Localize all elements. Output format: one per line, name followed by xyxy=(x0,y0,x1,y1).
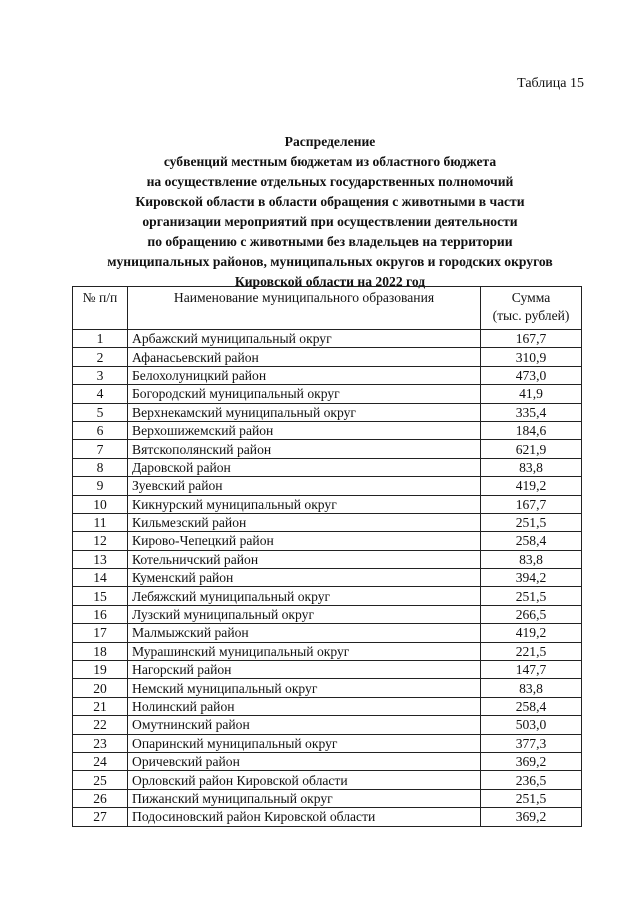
row-sum: 41,9 xyxy=(481,385,582,403)
table-row xyxy=(73,771,582,789)
row-name: Верхошижемский район xyxy=(128,421,481,439)
row-sum: 377,3 xyxy=(481,734,582,752)
row-number: 6 xyxy=(73,421,128,439)
row-sum: 221,5 xyxy=(481,642,582,660)
document-title xyxy=(60,132,600,292)
row-number: 5 xyxy=(73,403,128,421)
row-number: 9 xyxy=(73,477,128,495)
row-name: Верхнекамский муниципальный округ xyxy=(128,403,481,421)
table-row xyxy=(73,642,582,660)
table-row xyxy=(73,679,582,697)
title-line: муниципальных районов, муниципальных округов и городских округов xyxy=(107,254,553,269)
table-body xyxy=(73,330,582,827)
row-name: Куменский район xyxy=(128,569,481,587)
title-line: по обращению с животными без владельцев на территории xyxy=(147,234,513,249)
row-name: Подосиновский район Кировской области xyxy=(128,808,481,826)
row-name: Кикнурский муниципальный округ xyxy=(128,495,481,513)
row-name: Котельничский район xyxy=(128,550,481,568)
row-number: 17 xyxy=(73,624,128,642)
row-sum: 251,5 xyxy=(481,513,582,531)
table-row xyxy=(73,716,582,734)
table-row xyxy=(73,697,582,715)
row-sum: 258,4 xyxy=(481,697,582,715)
row-name: Оричевский район xyxy=(128,752,481,770)
row-sum: 335,4 xyxy=(481,403,582,421)
header-name: Наименование муниципального образования xyxy=(128,287,481,330)
table-row xyxy=(73,348,582,366)
row-number: 26 xyxy=(73,789,128,807)
row-sum: 310,9 xyxy=(481,348,582,366)
table-row xyxy=(73,440,582,458)
row-name: Мурашинский муниципальный округ xyxy=(128,642,481,660)
row-number: 21 xyxy=(73,697,128,715)
row-sum: 83,8 xyxy=(481,679,582,697)
header-sum-unit: (тыс. рублей) xyxy=(492,308,570,323)
row-sum: 83,8 xyxy=(481,550,582,568)
table-row xyxy=(73,366,582,384)
title-line: организации мероприятий при осуществлении деятельности xyxy=(142,214,518,229)
row-number: 11 xyxy=(73,513,128,531)
table-row xyxy=(73,605,582,623)
table-row xyxy=(73,458,582,476)
header-num: № п/п xyxy=(73,287,128,330)
table-row xyxy=(73,808,582,826)
table-row xyxy=(73,550,582,568)
title-line: Распределение xyxy=(284,134,376,149)
row-name: Афанасьевский район xyxy=(128,348,481,366)
row-name: Вятскополянский район xyxy=(128,440,481,458)
row-name: Кильмезский район xyxy=(128,513,481,531)
row-sum: 258,4 xyxy=(481,532,582,550)
subvention-table xyxy=(72,286,582,827)
row-name: Пижанский муниципальный округ xyxy=(128,789,481,807)
table-row xyxy=(73,532,582,550)
row-sum: 266,5 xyxy=(481,605,582,623)
row-name: Омутнинский район xyxy=(128,716,481,734)
row-number: 10 xyxy=(73,495,128,513)
row-sum: 473,0 xyxy=(481,366,582,384)
row-number: 23 xyxy=(73,734,128,752)
row-sum: 251,5 xyxy=(481,789,582,807)
row-sum: 419,2 xyxy=(481,624,582,642)
row-number: 15 xyxy=(73,587,128,605)
table-row xyxy=(73,421,582,439)
row-number: 13 xyxy=(73,550,128,568)
row-sum: 369,2 xyxy=(481,808,582,826)
row-sum: 236,5 xyxy=(481,771,582,789)
row-number: 1 xyxy=(73,330,128,348)
table-row xyxy=(73,513,582,531)
row-number: 12 xyxy=(73,532,128,550)
row-sum: 251,5 xyxy=(481,587,582,605)
row-name: Зуевский район xyxy=(128,477,481,495)
row-name: Белохолуницкий район xyxy=(128,366,481,384)
row-name: Лебяжский муниципальный округ xyxy=(128,587,481,605)
row-sum: 184,6 xyxy=(481,421,582,439)
row-number: 20 xyxy=(73,679,128,697)
row-name: Кирово-Чепецкий район xyxy=(128,532,481,550)
row-number: 3 xyxy=(73,366,128,384)
row-name: Даровской район xyxy=(128,458,481,476)
row-sum: 621,9 xyxy=(481,440,582,458)
table-row xyxy=(73,587,582,605)
table-row xyxy=(73,477,582,495)
row-number: 18 xyxy=(73,642,128,660)
row-sum: 167,7 xyxy=(481,495,582,513)
row-name: Малмыжский район xyxy=(128,624,481,642)
row-sum: 369,2 xyxy=(481,752,582,770)
table-row xyxy=(73,403,582,421)
header-sum xyxy=(481,287,582,330)
row-number: 27 xyxy=(73,808,128,826)
table-row xyxy=(73,569,582,587)
table-number-label: Таблица 15 xyxy=(517,76,584,91)
table-row xyxy=(73,752,582,770)
table-row xyxy=(73,385,582,403)
title-line: на осуществление отдельных государственных полномочий xyxy=(146,174,514,189)
table-row xyxy=(73,495,582,513)
title-line: Кировской области в области обращения с животными в части xyxy=(135,194,525,209)
row-name: Немский муниципальный округ xyxy=(128,679,481,697)
table-row xyxy=(73,734,582,752)
row-name: Нагорский район xyxy=(128,661,481,679)
row-number: 7 xyxy=(73,440,128,458)
table-row xyxy=(73,624,582,642)
row-number: 4 xyxy=(73,385,128,403)
row-number: 24 xyxy=(73,752,128,770)
row-sum: 83,8 xyxy=(481,458,582,476)
row-number: 22 xyxy=(73,716,128,734)
row-sum: 394,2 xyxy=(481,569,582,587)
title-line: субвенций местным бюджетам из областного бюджета xyxy=(163,154,497,169)
row-number: 25 xyxy=(73,771,128,789)
row-number: 19 xyxy=(73,661,128,679)
row-name: Богородский муниципальный округ xyxy=(128,385,481,403)
row-sum: 167,7 xyxy=(481,330,582,348)
row-number: 16 xyxy=(73,605,128,623)
table-row xyxy=(73,789,582,807)
row-sum: 503,0 xyxy=(481,716,582,734)
table-row xyxy=(73,330,582,348)
table-row xyxy=(73,661,582,679)
row-name: Лузский муниципальный округ xyxy=(128,605,481,623)
row-name: Арбажский муниципальный округ xyxy=(128,330,481,348)
row-sum: 419,2 xyxy=(481,477,582,495)
row-name: Опаринский муниципальный округ xyxy=(128,734,481,752)
header-sum-label: Сумма xyxy=(511,290,551,305)
row-name: Орловский район Кировской области xyxy=(128,771,481,789)
row-name: Нолинский район xyxy=(128,697,481,715)
row-number: 8 xyxy=(73,458,128,476)
table-header-row xyxy=(73,287,582,330)
row-number: 2 xyxy=(73,348,128,366)
title-line: Кировской области на 2022 год xyxy=(234,274,426,289)
row-sum: 147,7 xyxy=(481,661,582,679)
row-number: 14 xyxy=(73,569,128,587)
